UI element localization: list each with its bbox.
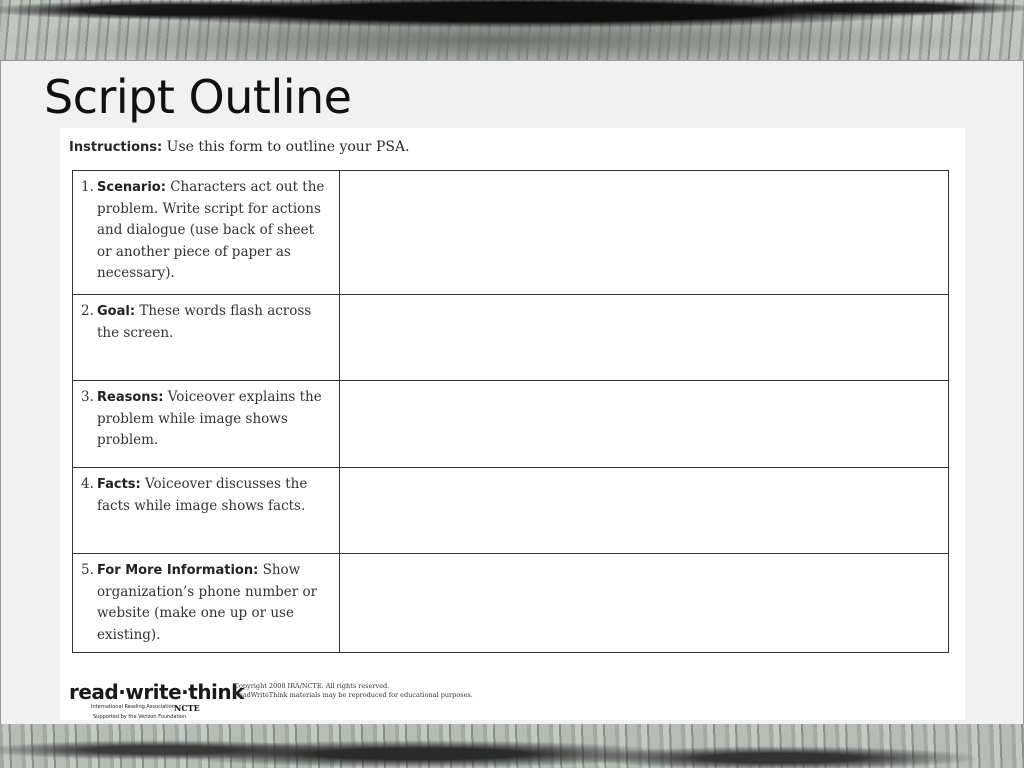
row-number: 3. — [81, 389, 94, 405]
table-row — [73, 295, 949, 381]
sponsor-text: Supported by the Verizon Foundation — [93, 714, 187, 720]
row-text: Show organization’s phone number or website (make one up or use existing). — [97, 562, 318, 643]
answer-cell-facts[interactable] — [340, 468, 949, 554]
readwritethink-logo: read·write·think — [69, 680, 244, 704]
copyright-line-2: ReadWriteThink materials may be reproduced for educational purposes. — [234, 691, 473, 699]
table-row — [73, 381, 949, 468]
answer-cell-scenario[interactable] — [340, 171, 949, 295]
answer-cell-more-info[interactable] — [340, 554, 949, 653]
outline-table — [72, 170, 949, 653]
row-number: 4. — [81, 476, 94, 492]
answer-cell-goal[interactable] — [340, 295, 949, 381]
row-number: 1. — [81, 179, 94, 195]
prompt-cell-scenario — [73, 171, 340, 295]
row-label: Facts: — [97, 477, 141, 492]
table-row — [73, 468, 949, 554]
grunge-background-top — [0, 0, 1024, 62]
row-text: Characters act out the problem. Write script for actions and dialogue (use back of sheet or another piece of paper as necessary). — [97, 179, 325, 281]
prompt-cell-more-info — [73, 554, 340, 653]
worksheet-footer — [69, 676, 949, 720]
row-number: 2. — [81, 303, 94, 319]
row-text: Voiceover explains the problem while image shows problem. — [97, 389, 322, 448]
slide-title: Script Outline — [44, 70, 352, 124]
row-text: These words flash across the screen. — [97, 303, 312, 341]
table-row — [73, 554, 949, 653]
ira-logo: International Reading Association — [91, 704, 175, 710]
worksheet-image — [60, 128, 965, 720]
prompt-cell-goal — [73, 295, 340, 381]
copyright-notice — [234, 682, 473, 700]
row-number: 5. — [81, 562, 94, 578]
instructions-text: Use this form to outline your PSA. — [166, 139, 410, 155]
prompt-cell-reasons — [73, 381, 340, 468]
row-label: For More Information: — [97, 563, 259, 578]
ncte-logo: NCTE — [174, 703, 200, 713]
copyright-line-1: Copyright 2008 IRA/NCTE. All rights reserved. — [234, 682, 390, 690]
row-text: Voiceover discusses the facts while image shows facts. — [97, 476, 308, 514]
row-label: Goal: — [97, 304, 136, 319]
row-label: Scenario: — [97, 180, 166, 195]
answer-cell-reasons[interactable] — [340, 381, 949, 468]
prompt-cell-facts — [73, 468, 340, 554]
instructions-label: Instructions: — [69, 140, 163, 155]
row-label: Reasons: — [97, 390, 164, 405]
table-row — [73, 171, 949, 295]
instructions — [69, 139, 410, 155]
grunge-background-bottom — [0, 724, 1024, 768]
